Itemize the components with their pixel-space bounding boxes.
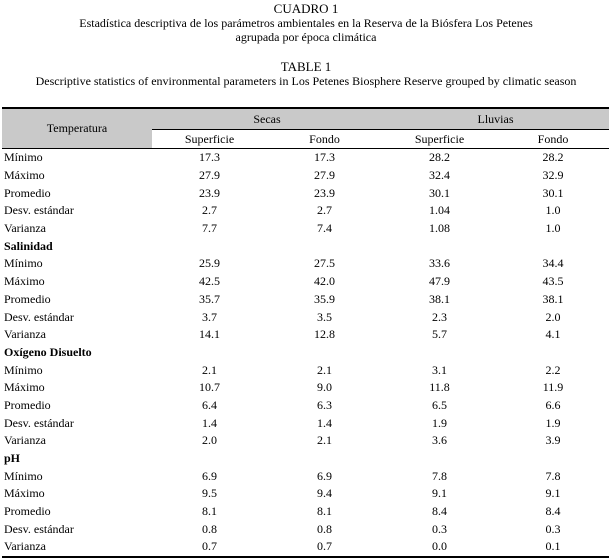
row-label: Máximo bbox=[4, 486, 45, 501]
table-row bbox=[2, 291, 609, 309]
table-cell: 30.1 bbox=[542, 185, 564, 200]
row-label: Máximo bbox=[4, 380, 45, 395]
table-cell: 3.7 bbox=[202, 309, 217, 324]
table-cell: 0.3 bbox=[545, 521, 561, 536]
table-row bbox=[2, 432, 609, 450]
table-cell: 11.8 bbox=[429, 380, 450, 395]
table-cell: 1.08 bbox=[429, 221, 451, 236]
table-cell: 6.5 bbox=[432, 397, 448, 412]
table-cell: 11.9 bbox=[542, 380, 564, 395]
section-row bbox=[2, 344, 609, 362]
table-cell: 6.3 bbox=[317, 397, 332, 412]
table-cell: 12.8 bbox=[314, 327, 335, 342]
table-cell: 0.7 bbox=[267, 538, 382, 557]
table-row bbox=[2, 467, 609, 485]
row-label: Desv. estándar bbox=[4, 415, 74, 430]
table-cell: 8.1 bbox=[202, 504, 217, 519]
table-row bbox=[2, 538, 609, 557]
table-body bbox=[2, 149, 609, 557]
statistics-table bbox=[2, 107, 609, 558]
table-cell: 2.1 bbox=[317, 433, 332, 448]
caption-line1-en: Descriptive statistics of environmental parameters in Los Petenes Biosphere Reserve grouped by climatic season bbox=[35, 74, 577, 88]
table-cell: 9.1 bbox=[432, 486, 448, 501]
table-row bbox=[2, 202, 609, 220]
table-cell: 38.1 bbox=[542, 291, 564, 306]
table-cell: 0.7 bbox=[152, 538, 267, 557]
row-label: Promedio bbox=[4, 397, 51, 412]
row-label: Desv. estándar bbox=[4, 309, 74, 324]
table-cell: 0.1 bbox=[497, 538, 609, 557]
table-cell: 2.0 bbox=[545, 309, 561, 324]
table-row bbox=[2, 397, 609, 415]
table-cell: 23.9 bbox=[199, 185, 220, 200]
table-cell: 9.1 bbox=[545, 486, 561, 501]
table-row bbox=[2, 326, 609, 344]
row-label: Desv. estándar bbox=[4, 521, 74, 536]
table-cell: 2.7 bbox=[202, 203, 217, 218]
table-cell: 8.1 bbox=[317, 504, 332, 519]
table-cell: 30.1 bbox=[429, 185, 451, 200]
caption-line2-es: agrupada por época climática bbox=[235, 30, 377, 44]
table-cell: 1.0 bbox=[545, 203, 561, 218]
section-title: pH bbox=[4, 451, 21, 466]
table-cell: 3.1 bbox=[432, 362, 448, 377]
table-cell: 35.7 bbox=[199, 291, 220, 306]
statistics-table-container bbox=[2, 107, 609, 558]
section-title: Oxígeno Disuelto bbox=[4, 344, 92, 359]
table-cell: 0.0 bbox=[382, 538, 497, 557]
table-cell: 9.4 bbox=[317, 486, 332, 501]
table-cell: 28.2 bbox=[429, 150, 451, 165]
table-row bbox=[2, 220, 609, 238]
table-cell: 43.5 bbox=[542, 274, 564, 289]
row-label: Varianza bbox=[4, 221, 46, 236]
table-cell: 2.3 bbox=[432, 309, 448, 324]
table-cell: 1.4 bbox=[317, 415, 332, 430]
table-cell: 8.4 bbox=[432, 504, 448, 519]
table-cell: 1.9 bbox=[545, 415, 561, 430]
table-cell: 17.3 bbox=[314, 150, 335, 165]
table-cell: 27.9 bbox=[314, 168, 335, 183]
table-cell: 34.4 bbox=[542, 256, 564, 271]
table-cell: 7.4 bbox=[317, 221, 332, 236]
table-row bbox=[2, 520, 609, 538]
row-label: Máximo bbox=[4, 168, 45, 183]
header-temperatura: Temperatura bbox=[2, 108, 152, 149]
section-row bbox=[2, 450, 609, 468]
table-cell: 1.4 bbox=[202, 415, 217, 430]
table-row bbox=[2, 149, 609, 167]
header-group-lluvias: Lluvias bbox=[382, 108, 609, 130]
table-row bbox=[2, 379, 609, 397]
caption-line1-es: Estadística descriptiva de los parámetros ambientales en la Reserva de la Biósfera Los Petenes bbox=[79, 16, 533, 30]
table-cell: 0.8 bbox=[202, 521, 217, 536]
table-cell: 47.9 bbox=[429, 274, 451, 289]
table-cell: 7.8 bbox=[432, 468, 448, 483]
table-cell: 33.6 bbox=[429, 256, 451, 271]
table-cell: 7.8 bbox=[545, 468, 561, 483]
table-cell: 5.7 bbox=[432, 327, 448, 342]
row-label: Varianza bbox=[4, 433, 46, 448]
row-label: Mínimo bbox=[4, 256, 43, 271]
caption-english bbox=[0, 60, 612, 88]
row-label: Máximo bbox=[4, 274, 45, 289]
table-row bbox=[2, 361, 609, 379]
table-cell: 23.9 bbox=[314, 185, 335, 200]
table-cell: 6.9 bbox=[317, 468, 332, 483]
table-cell: 2.2 bbox=[545, 362, 561, 377]
row-label: Mínimo bbox=[4, 150, 43, 165]
table-row bbox=[2, 485, 609, 503]
caption-label-es: CUADRO 1 bbox=[273, 1, 339, 16]
section-row bbox=[2, 237, 609, 255]
table-cell: 6.6 bbox=[545, 397, 561, 412]
caption-spanish bbox=[0, 2, 612, 44]
table-cell: 2.1 bbox=[317, 362, 332, 377]
table-cell: 27.5 bbox=[314, 256, 335, 271]
table-row bbox=[2, 414, 609, 432]
table-row bbox=[2, 503, 609, 521]
table-cell: 42.5 bbox=[199, 274, 220, 289]
table-cell: 0.3 bbox=[432, 521, 448, 536]
table-cell: 3.9 bbox=[545, 433, 561, 448]
table-cell: 25.9 bbox=[199, 256, 220, 271]
table-cell: 9.5 bbox=[202, 486, 217, 501]
table-cell: 35.9 bbox=[314, 291, 335, 306]
table-cell: 6.4 bbox=[202, 397, 217, 412]
subheader-superficie-secas: Superficie bbox=[152, 130, 267, 149]
table-cell: 17.3 bbox=[199, 150, 220, 165]
table-cell: 6.9 bbox=[202, 468, 217, 483]
table-cell: 42.0 bbox=[314, 274, 335, 289]
table-cell: 38.1 bbox=[429, 291, 451, 306]
section-title: Salinidad bbox=[4, 238, 53, 253]
table-cell: 4.1 bbox=[545, 327, 561, 342]
table-cell: 2.0 bbox=[202, 433, 217, 448]
table-cell: 7.7 bbox=[202, 221, 217, 236]
table-cell: 10.7 bbox=[199, 380, 220, 395]
table-cell: 9.0 bbox=[317, 380, 332, 395]
subheader-fondo-secas: Fondo bbox=[267, 130, 382, 149]
table-cell: 0.8 bbox=[317, 521, 332, 536]
table-row bbox=[2, 184, 609, 202]
subheader-fondo-lluvias: Fondo bbox=[497, 130, 609, 149]
caption-label-en: TABLE 1 bbox=[280, 59, 332, 74]
table-cell: 2.7 bbox=[317, 203, 332, 218]
table-cell: 1.9 bbox=[432, 415, 448, 430]
row-label: Promedio bbox=[4, 291, 51, 306]
row-label: Varianza bbox=[4, 327, 46, 342]
table-cell: 32.4 bbox=[429, 168, 451, 183]
row-label: Varianza bbox=[2, 538, 152, 557]
table-cell: 28.2 bbox=[542, 150, 564, 165]
table-cell: 1.04 bbox=[429, 203, 451, 218]
table-row bbox=[2, 167, 609, 185]
row-label: Mínimo bbox=[4, 468, 43, 483]
row-label: Promedio bbox=[4, 185, 51, 200]
table-cell: 8.4 bbox=[545, 504, 561, 519]
header-group-secas: Secas bbox=[152, 108, 382, 130]
table-cell: 2.1 bbox=[202, 362, 217, 377]
table-row bbox=[2, 255, 609, 273]
table-cell: 1.0 bbox=[545, 221, 561, 236]
table-row bbox=[2, 273, 609, 291]
subheader-superficie-lluvias: Superficie bbox=[382, 130, 497, 149]
table-cell: 32.9 bbox=[542, 168, 564, 183]
table-cell: 27.9 bbox=[199, 168, 220, 183]
table-row bbox=[2, 308, 609, 326]
row-label: Mínimo bbox=[4, 362, 43, 377]
table-cell: 3.6 bbox=[432, 433, 448, 448]
row-label: Promedio bbox=[4, 504, 51, 519]
row-label: Desv. estándar bbox=[4, 203, 74, 218]
table-cell: 3.5 bbox=[317, 309, 332, 324]
table-cell: 14.1 bbox=[199, 327, 220, 342]
